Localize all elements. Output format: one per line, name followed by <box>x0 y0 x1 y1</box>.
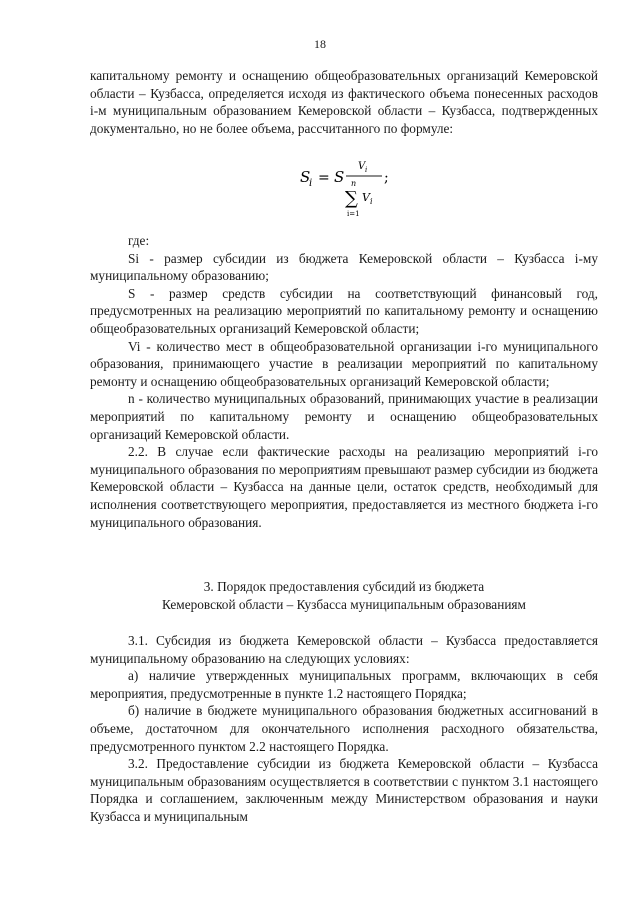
where-label: где: <box>128 233 150 248</box>
intro-block <box>90 67 598 137</box>
paragraph-3-1: 3.1. Субсидия из бюджета Кемеровской области – Кузбасса предоставляется муниципальному образованию на следующих условиях: <box>90 633 598 666</box>
definition-s: S - размер средств субсидии на соответствующий финансовый год, предусмотренных на реализацию мероприятий по капитальному ремонту и оснащению общеобразовательных организаций Кемеровской области; <box>90 285 598 336</box>
formula-sum-symbol: ∑ <box>345 188 358 209</box>
formula-numerator-sub: i <box>365 166 368 174</box>
definition-si: Si - размер субсидии из бюджета Кемеровской области – Кузбасса i-му муниципальному образованию; <box>90 250 598 284</box>
formula-sum-lower: i=1 <box>347 210 360 218</box>
section-3-block <box>90 632 598 826</box>
subsidy-formula <box>296 156 416 226</box>
formula-eq: = <box>318 170 330 186</box>
definition-vi: Vi - количество мест в общеобразовательной организации i-го муниципального образования, принимающего участие в реализации мероприятий по капитальному ремонту и оснащению общеобразовательных организаций Кемеровской области; <box>90 338 598 389</box>
definition-n: n - количество муниципальных образований, принимающих участие в реализации мероприятий по капитальному ремонту и оснащению общеобразовательных организаций Кемеровской области. <box>90 391 598 442</box>
condition-b: б) наличие в бюджете муниципального образования бюджетных ассигнований в объеме, достаточном для окончательного исполнения расходного обязательства, предусмотренного пунктом 2.2 настоящего Порядка. <box>90 703 598 754</box>
paragraph-2-2: 2.2. В случае если фактические расходы на реализацию мероприятий i-го муниципального образования по мероприятиям превышают размер субсидии из бюджета Кемеровской области – Кузбасса на данные цели, остаток средств, необходимый для исполнения соответствующего мероприятия, предоставляется из местного бюджета i-го муниципального образования. <box>90 444 598 530</box>
condition-a: а) наличие утвержденных муниципальных программ, включающих в себя мероприятия, предусмотренные в пункте 1.2 настоящего Порядка; <box>90 668 598 701</box>
formula-sum-var: V <box>362 191 370 204</box>
section-heading-line1: 3. Порядок предоставления субсидий из бюджета <box>203 579 485 594</box>
formula-lhs-sub: i <box>309 178 313 189</box>
section-heading-line2: Кемеровской области – Кузбасса муниципальным образованиям <box>162 596 526 612</box>
intro-paragraph: капитальному ремонту и оснащению общеобразовательных организаций Кемеровской области – Кузбасса, определяется исходя из фактического объема понесенных расходов i-м муниципальным образованием Кемеровской области – Кузбасса, подтвержденных документально, но не более объема, рассчитанного по формуле: <box>90 68 598 136</box>
formula-s: S <box>334 168 345 186</box>
formula-numerator: V <box>358 161 366 172</box>
paragraph-3-2: 3.2. Предоставление субсидии из бюджета Кемеровской области – Кузбасса муниципальным образованиям осуществляется в соответствии с пунктом 3.1 настоящего Порядка и соглашением, заключенным между Министерством образования и науки Кузбасса и муниципальным <box>90 756 598 824</box>
page-number: 18 <box>314 37 326 51</box>
formula-sum-var-sub: i <box>370 197 373 206</box>
formula-sum-upper: n <box>351 179 357 188</box>
definitions-block <box>90 232 598 531</box>
formula-lhs: S <box>300 168 311 186</box>
section-heading <box>90 578 598 613</box>
formula-tail: ; <box>384 170 389 186</box>
